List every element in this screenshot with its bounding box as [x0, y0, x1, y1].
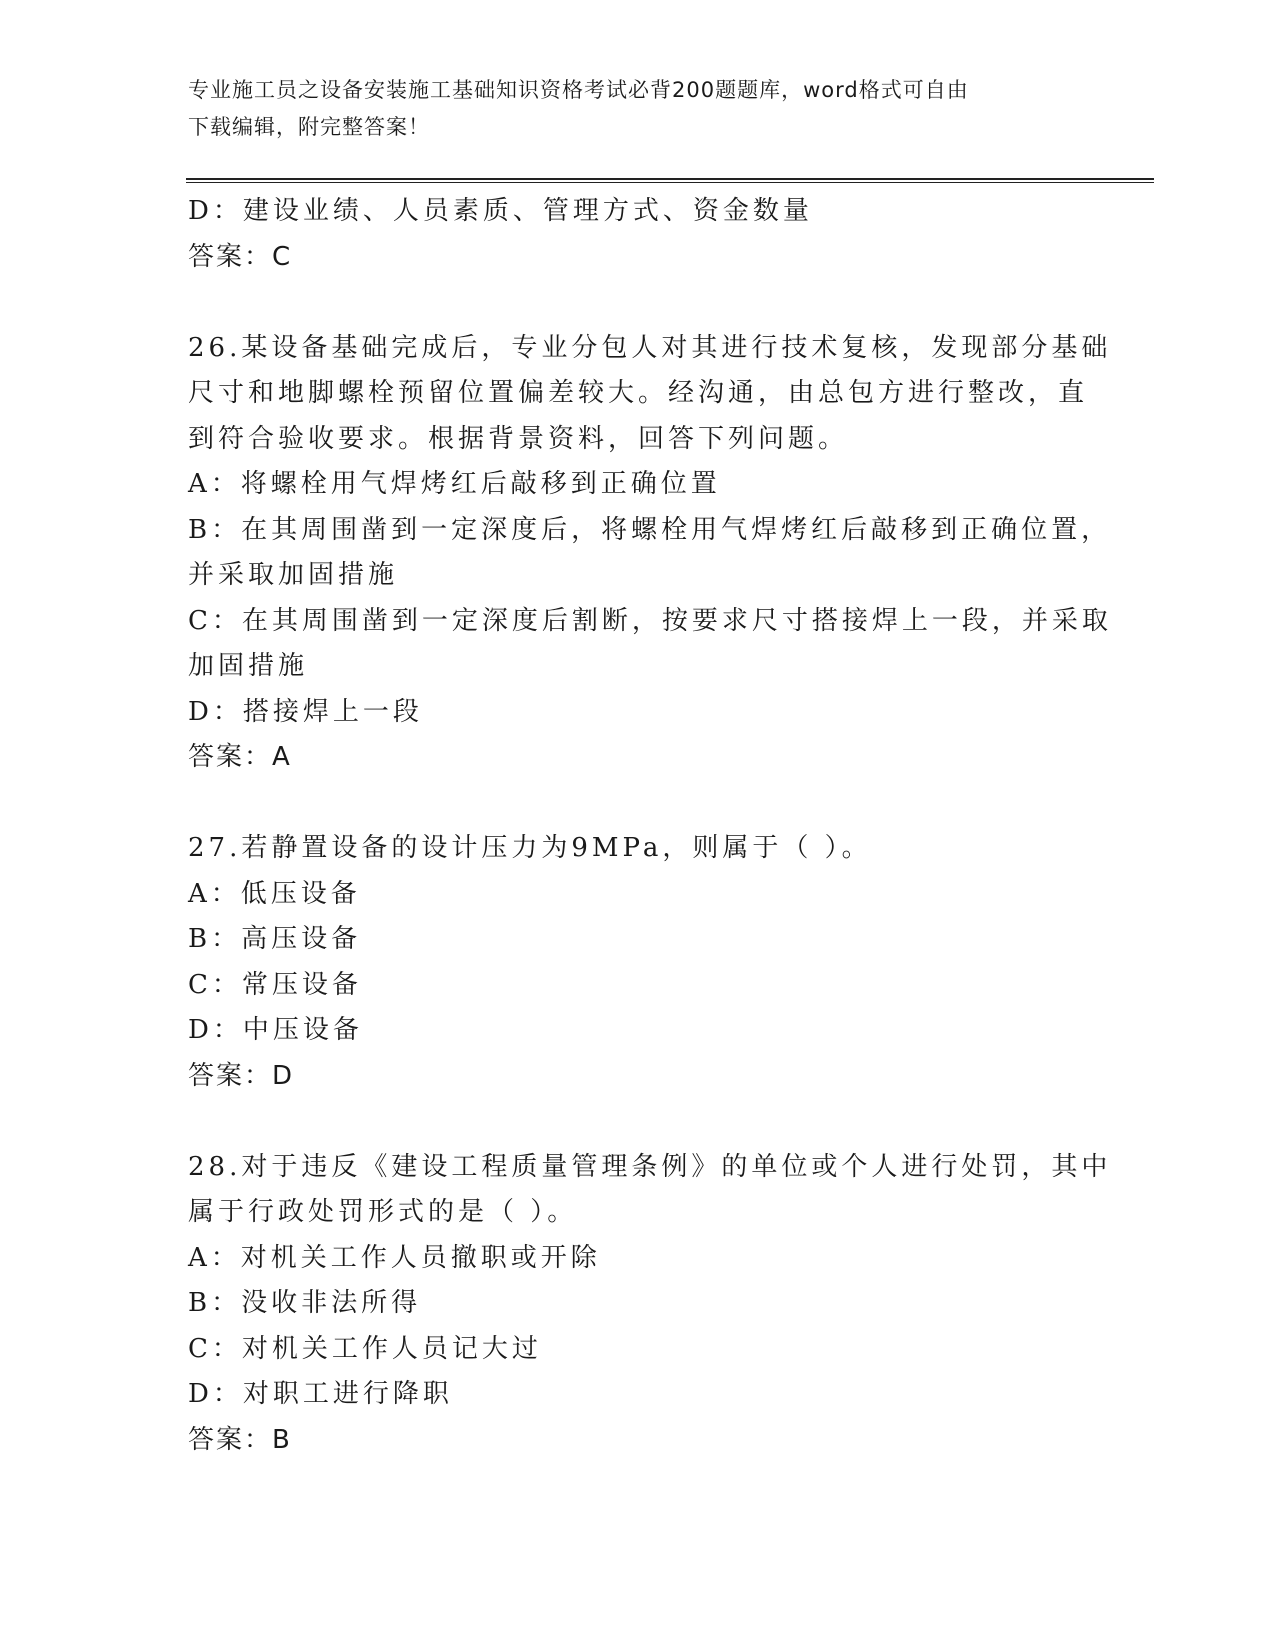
header-divider — [186, 178, 1154, 183]
option-d: D：搭接焊上一段 — [188, 696, 423, 727]
carryover-option-d: D：建设业绩、人员素质、管理方式、资金数量 — [188, 196, 813, 226]
answer: 答案：D — [188, 1060, 295, 1091]
answer: 答案：A — [188, 742, 292, 772]
document-body — [188, 189, 1112, 1463]
question-28 — [188, 1145, 1112, 1464]
option-d: D：中压设备 — [188, 1015, 363, 1045]
question-stem-line: 27.若静置设备的设计压力为9MPa，则属于（ ）。 — [188, 833, 872, 863]
option-b: B：在其周围凿到一定深度后，将螺栓用气焊烤红后敲移到正确位置， — [188, 514, 1112, 545]
spacer — [188, 280, 1088, 326]
option-b: B：没收非法所得 — [188, 1288, 422, 1318]
question-27 — [188, 826, 1088, 1099]
option-a: A：对机关工作人员撤职或开除 — [188, 1242, 601, 1273]
option-b-continued: 并采取加固措施 — [188, 560, 399, 590]
question-stem-line: 属于行政处罚形式的是（ ）。 — [188, 1197, 578, 1227]
option-c: C：在其周围凿到一定深度后割断，按要求尺寸搭接焊上一段，并采取 — [188, 605, 1112, 636]
header-line-2: 下载编辑，附完整答案！ — [188, 115, 430, 139]
option-a: A：将螺栓用气焊烤红后敲移到正确位置 — [188, 469, 721, 499]
question-stem-line: 到符合验收要求。根据背景资料，回答下列问题。 — [188, 423, 849, 454]
question-26 — [188, 326, 1112, 781]
option-d: D：对职工进行降职 — [188, 1379, 453, 1409]
option-c: C：常压设备 — [188, 969, 362, 1000]
question-stem-line: 28.对于违反《建设工程质量管理条例》的单位或个人进行处罚，其中 — [188, 1151, 1112, 1182]
page-header — [188, 72, 1068, 146]
spacer — [188, 781, 1088, 827]
spacer — [188, 1099, 1088, 1145]
option-a: A：低压设备 — [188, 878, 361, 909]
option-b: B：高压设备 — [188, 924, 362, 954]
option-c: C：对机关工作人员记大过 — [188, 1333, 542, 1364]
answer: 答案：B — [188, 1424, 292, 1455]
header-line-1: 专业施工员之设备安装施工基础知识资格考试必背200题题库，word格式可自由 — [188, 78, 969, 102]
option-c-continued: 加固措施 — [188, 651, 309, 681]
question-stem-line: 尺寸和地脚螺栓预留位置偏差较大。经沟通，由总包方进行整改，直 — [188, 378, 1089, 408]
carryover-answer: 答案：C — [188, 241, 293, 272]
question-stem-line: 26.某设备基础完成后，专业分包人对其进行技术复核，发现部分基础 — [188, 332, 1112, 363]
